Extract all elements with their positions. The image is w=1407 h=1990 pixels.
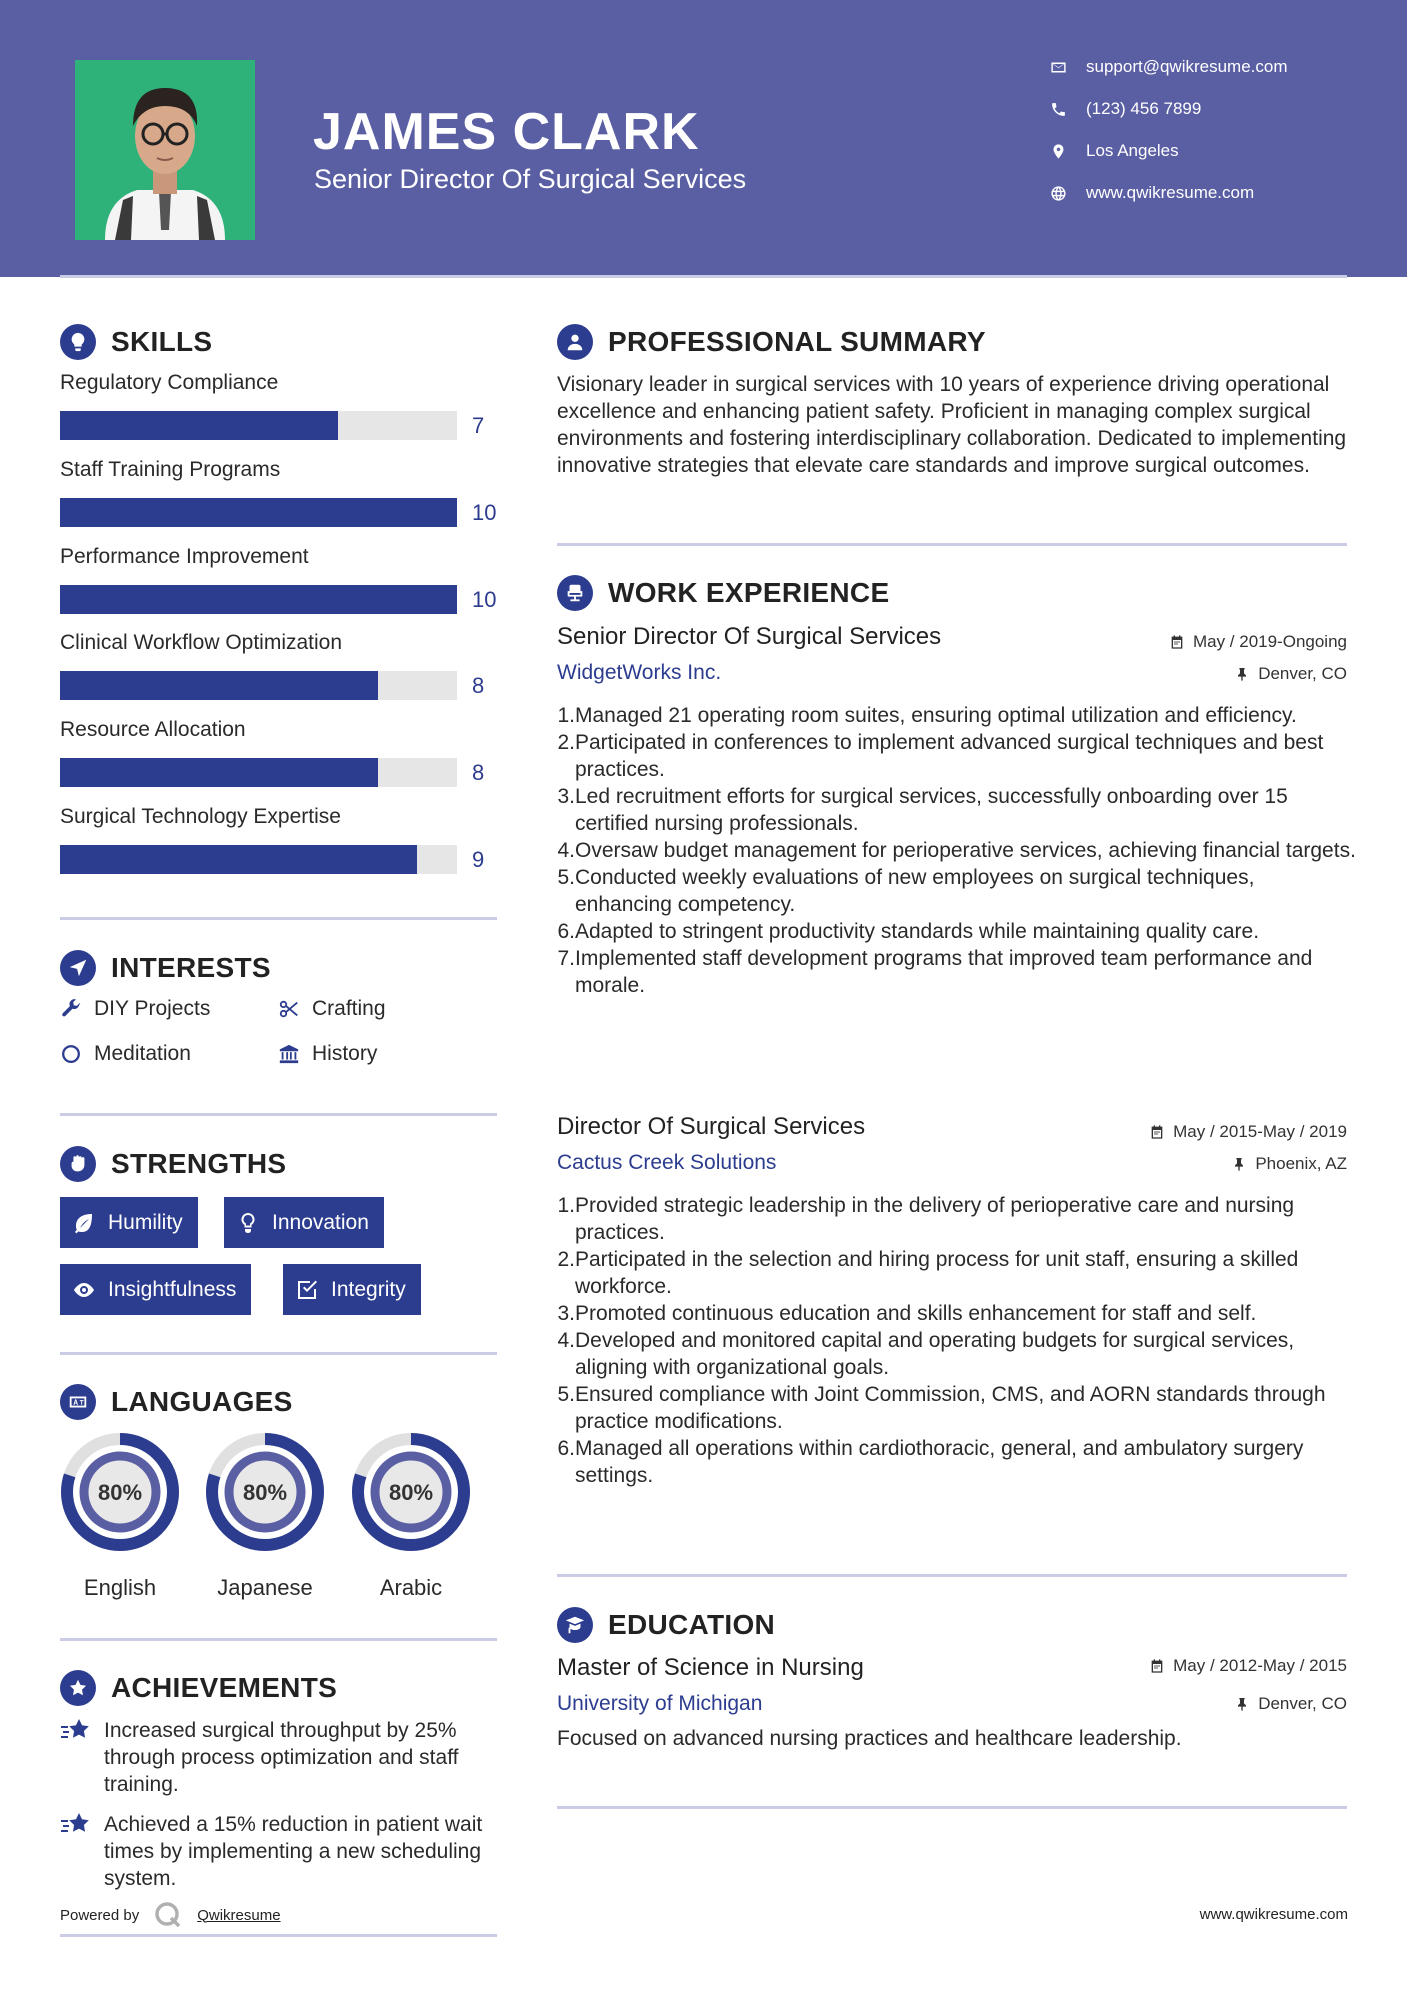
- skill-name: Staff Training Programs: [60, 458, 281, 481]
- strengths-heading: [60, 1146, 286, 1182]
- list-item: 5. Ensured compliance with Joint Commission, CMS, and AORN standards through practice modifications.: [557, 1383, 1326, 1433]
- skill-name: Clinical Workflow Optimization: [60, 631, 343, 654]
- language-percent: 80%: [388, 1480, 434, 1505]
- job-location: [1234, 664, 1347, 684]
- powered-by-label: Powered by: [60, 1906, 140, 1924]
- strength-label: Integrity: [331, 1277, 406, 1301]
- language-name: Japanese: [217, 1575, 313, 1600]
- school-name: University of Michigan: [557, 1692, 763, 1715]
- experience-title: WORK EXPERIENCE: [608, 577, 890, 608]
- education-heading: [557, 1607, 775, 1643]
- profile-photo: [75, 60, 255, 240]
- star-icon: [60, 1811, 92, 1839]
- contact-phone-text: (123) 456 7899: [1086, 99, 1202, 118]
- strength-chip: [224, 1197, 384, 1248]
- interests-divider: [60, 1113, 497, 1116]
- education-dates-text: May / 2012-May / 2015: [1173, 1656, 1347, 1675]
- language-gauge: [59, 1431, 181, 1553]
- pushpin-icon: [1234, 666, 1250, 682]
- checkbox-icon: [295, 1278, 319, 1302]
- list-item: 7. Implemented staff development programs that improved team performance and morale.: [557, 947, 1313, 997]
- star-icon: [60, 1717, 92, 1745]
- strength-label: Insightfulness: [108, 1277, 237, 1301]
- skill-bar: [60, 671, 457, 700]
- strengths-title: STRENGTHS: [111, 1148, 287, 1179]
- paper-plane-icon: [60, 950, 96, 986]
- skills-divider: [60, 917, 497, 920]
- list-item: 5. Conducted weekly evaluations of new employees on surgical techniques, enhancing competency.: [557, 866, 1255, 916]
- qwikresume-logo: [153, 1900, 183, 1930]
- skill-bar-fill: [60, 411, 338, 440]
- strengths-divider: [60, 1352, 497, 1355]
- education-location-text: Denver, CO: [1258, 1694, 1347, 1713]
- interest-item: [278, 997, 386, 1021]
- skill-bar: [60, 758, 457, 787]
- list-item: 1. Provided strategic leadership in the delivery of perioperative care and nursing practices.: [557, 1194, 1295, 1244]
- language-item: [59, 1431, 181, 1601]
- language-name: Arabic: [379, 1575, 443, 1600]
- job-bullets: [557, 702, 1357, 999]
- raised-fist-icon: [60, 1146, 96, 1182]
- list-item: 3. Led recruitment efforts for surgical services, successfully onboarding over 15 certified nursing professionals.: [557, 785, 1288, 835]
- museum-icon: [278, 1043, 300, 1065]
- contact-location: [1050, 141, 1380, 161]
- job-company: Cactus Creek Solutions: [557, 1151, 777, 1174]
- education-location: [1234, 1694, 1347, 1714]
- skill-value: 10: [472, 586, 497, 612]
- header-divider: [60, 275, 1347, 278]
- leaf-icon: [72, 1211, 96, 1235]
- achievement-text: Achieved a 15% reduction in patient wait times by implementing a new scheduling system.: [104, 1813, 483, 1890]
- contact-email[interactable]: [1050, 57, 1380, 77]
- languages-title: LANGUAGES: [111, 1386, 293, 1417]
- language-percent: 80%: [242, 1480, 288, 1505]
- resume-header: [0, 0, 1407, 277]
- skill-bar-fill: [60, 845, 417, 874]
- strength-chip: [283, 1264, 421, 1315]
- job-title: Senior Director Of Surgical Services: [557, 623, 942, 650]
- strength-label: Innovation: [272, 1210, 369, 1234]
- skill-item: [60, 718, 500, 787]
- summary-text: Visionary leader in surgical services with 10 years of experience driving operational excellence and enhancing patient safety. Proficient in managing complex surgical environments and fostering interdisciplinary collaboration. Dedicated to implementing innovative strategies that elevate care standards and improve surgical outcomes.: [557, 373, 1347, 477]
- language-item: [204, 1431, 326, 1601]
- skill-name: Regulatory Compliance: [60, 371, 279, 394]
- degree-title: Master of Science in Nursing: [557, 1654, 864, 1681]
- summary-heading: [557, 324, 986, 360]
- job-bullets: [557, 1192, 1357, 1489]
- footer-divider: [60, 1934, 497, 1937]
- skill-name: Surgical Technology Expertise: [60, 805, 341, 828]
- skill-bar-fill: [60, 758, 378, 787]
- strength-chip: [60, 1197, 198, 1248]
- globe-icon: [1050, 185, 1086, 202]
- skill-value: 10: [472, 499, 497, 525]
- calendar-icon: [1169, 634, 1185, 650]
- interest-label: Crafting: [312, 997, 386, 1020]
- interest-item: [60, 1042, 191, 1066]
- star-badge-icon: [60, 1670, 96, 1706]
- language-gauge: [204, 1431, 326, 1553]
- avatar: [75, 60, 255, 240]
- contact-email-text: support@qwikresume.com: [1086, 57, 1288, 76]
- languages-divider: [60, 1638, 497, 1641]
- skill-item: [60, 545, 500, 614]
- list-item: 3. Promoted continuous education and skills enhancement for staff and self.: [557, 1302, 1257, 1325]
- footer-website[interactable]: www.qwikresume.com: [1199, 1906, 1348, 1923]
- skills-heading: [60, 324, 212, 360]
- education-title: EDUCATION: [608, 1609, 776, 1640]
- skill-name: Performance Improvement: [60, 545, 309, 568]
- list-item: 4. Oversaw budget management for perioperative services, achieving financial targets.: [557, 839, 1356, 862]
- strength-chip: [60, 1264, 251, 1315]
- pushpin-icon: [1234, 1696, 1250, 1712]
- skill-bar-fill: [60, 671, 378, 700]
- job-dates: [1169, 632, 1347, 652]
- skill-bar: [60, 498, 457, 527]
- interests-title: INTERESTS: [111, 952, 271, 983]
- skill-name: Resource Allocation: [60, 718, 246, 741]
- lightbulb-icon: [236, 1211, 260, 1235]
- list-item: 4. Developed and monitored capital and operating budgets for surgical services, aligning with organizational goals.: [557, 1329, 1295, 1379]
- achievement-text: Increased surgical throughput by 25% through process optimization and staff training.: [104, 1719, 459, 1796]
- skill-value: 7: [472, 412, 485, 438]
- list-item: 2. Participated in conferences to implement advanced surgical techniques and best practices.: [557, 731, 1324, 781]
- summary-divider: [557, 543, 1347, 546]
- skill-bar: [60, 411, 457, 440]
- skill-item: [60, 371, 500, 440]
- contact-website[interactable]: [1050, 183, 1380, 203]
- calendar-icon: [1149, 1124, 1165, 1140]
- skill-value: 9: [472, 846, 485, 872]
- contact-location-text: Los Angeles: [1086, 141, 1179, 160]
- language-item: [350, 1431, 472, 1601]
- powered-by: [60, 1900, 281, 1930]
- contact-website-text: www.qwikresume.com: [1086, 183, 1255, 202]
- list-item: 1. Managed 21 operating room suites, ensuring optimal utilization and efficiency.: [557, 704, 1297, 727]
- summary-title: PROFESSIONAL SUMMARY: [608, 326, 986, 357]
- skill-bar-fill: [60, 585, 457, 614]
- lightbulb-icon: [60, 324, 96, 360]
- skill-item: [60, 458, 500, 527]
- education-description: Focused on advanced nursing practices and healthcare leadership.: [557, 1727, 1182, 1750]
- language-name: English: [83, 1575, 157, 1600]
- qwikresume-link[interactable]: Qwikresume: [197, 1906, 281, 1924]
- job-dates: [1149, 1122, 1347, 1142]
- candidate-name: JAMES CLARK: [313, 103, 700, 161]
- phone-icon: [1050, 101, 1086, 118]
- skill-bar: [60, 585, 457, 614]
- interest-item: [278, 1042, 377, 1066]
- job-location-text: Phoenix, AZ: [1255, 1154, 1347, 1173]
- interest-label: DIY Projects: [94, 997, 211, 1020]
- contact-phone[interactable]: [1050, 99, 1380, 119]
- achievements-title: ACHIEVEMENTS: [111, 1672, 338, 1703]
- skill-item: [60, 631, 500, 700]
- education-divider: [557, 1806, 1347, 1809]
- skills-title: SKILLS: [111, 326, 213, 357]
- skill-value: 8: [472, 672, 485, 698]
- achievement-item: [60, 1717, 500, 1798]
- experience-divider: [557, 1574, 1347, 1577]
- calendar-icon: [1149, 1658, 1165, 1674]
- graduate-icon: [557, 1607, 593, 1643]
- envelope-icon: [1050, 59, 1086, 76]
- translate-icon: [60, 1384, 96, 1420]
- user-icon: [557, 324, 593, 360]
- job-title: Director Of Surgical Services: [557, 1113, 866, 1140]
- language-percent: 80%: [97, 1480, 143, 1505]
- list-item: 6. Managed all operations within cardiothoracic, general, and ambulatory surgery settings.: [557, 1437, 1304, 1487]
- interest-item: [60, 997, 210, 1021]
- education-dates: [1149, 1656, 1347, 1676]
- eye-icon: [72, 1278, 96, 1302]
- skill-item: [60, 805, 500, 874]
- list-item: 2. Participated in the selection and hiring process for unit staff, ensuring a skilled workforce.: [557, 1248, 1299, 1298]
- interest-label: History: [312, 1042, 378, 1065]
- scissors-icon: [278, 998, 300, 1020]
- experience-heading: [557, 575, 889, 611]
- strength-label: Humility: [108, 1210, 183, 1234]
- job-location-text: Denver, CO: [1258, 664, 1347, 683]
- skill-bar: [60, 845, 457, 874]
- office-chair-icon: [557, 575, 593, 611]
- job-location: [1231, 1154, 1347, 1174]
- wrench-icon: [60, 998, 82, 1020]
- achievements-heading: [60, 1670, 337, 1706]
- candidate-title: Senior Director Of Surgical Services: [314, 164, 747, 194]
- job-dates-text: May / 2015-May / 2019: [1173, 1122, 1347, 1141]
- location-pin-icon: [1050, 143, 1086, 160]
- skill-value: 8: [472, 759, 485, 785]
- interest-label: Meditation: [94, 1042, 191, 1065]
- list-item: 6. Adapted to stringent productivity standards while maintaining quality care.: [557, 920, 1260, 943]
- languages-heading: [60, 1384, 293, 1420]
- interests-heading: [60, 950, 271, 986]
- circle-icon: [60, 1043, 82, 1065]
- pushpin-icon: [1231, 1156, 1247, 1172]
- skill-bar-fill: [60, 498, 457, 527]
- language-gauge: [350, 1431, 472, 1553]
- job-dates-text: May / 2019-Ongoing: [1192, 632, 1347, 651]
- achievement-item: [60, 1811, 500, 1892]
- job-company: WidgetWorks Inc.: [557, 661, 722, 684]
